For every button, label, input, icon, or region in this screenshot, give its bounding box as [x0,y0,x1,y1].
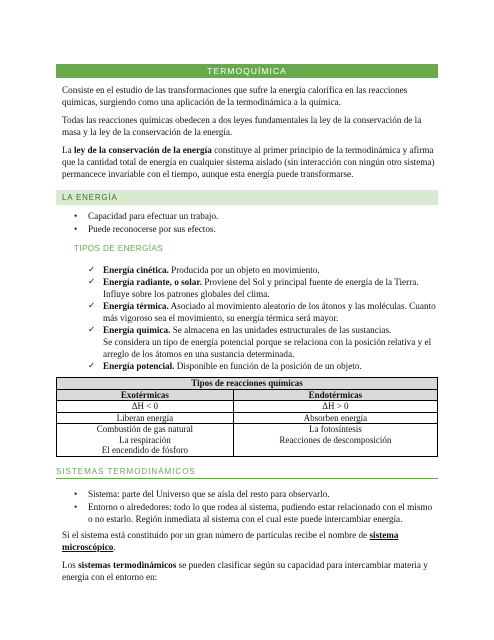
conservation-law-term: ley de la conservación de la energía [74,145,212,155]
column-header-endo: Endotérmicas [233,389,437,401]
sistemas-termodinamicos-term: sistemas termodinámicos [78,560,177,570]
energy-type-desc: Producida por un objeto en movimiento. [168,265,320,275]
energy-type-desc: Asociado al movimiento aleatorio de los átonos y las moléculas. Cuanto más vigoroso sea el movimiento, su energía térmica será mayor. [103,301,436,323]
sistemas-p2-rest: se pueden clasificar según su capacidad para intercambiar materia y energía con el entorno en: [62,560,428,582]
energy-type-name: Energía radiante, o solar. [103,277,202,287]
table-row [57,412,438,424]
energy-type-desc: Disponible en función de la posición de un objeto. [174,361,362,371]
page-title: TERMOQUÍMICA [56,64,438,78]
energy-type-desc: Proviene del Sol y principal fuente de energía de la Tierra. Influye sobre los patrones globales del clima. [103,277,419,299]
list-item-text: Entorno o alrededores: todo lo que rodea al sistema, pudiendo estar relacionado con el mismo o no estarlo. Región inmediata al sistema con el cual este puede intercambiar energía. [88,502,433,524]
table-row [57,401,438,413]
intro-p3-rest: constituye al primer principio de la termodinámica y afirma que la cantidad total de energía en cualquier sistema aislado (sin interacción con ningún otro sistema) permancece invariable con el tiempo, aunque esta energía puede transformarse. [62,145,435,179]
sistemas-p1-end: . [113,542,116,552]
table-cell: Absorben energía [233,412,437,424]
table-cell-examples-exo [57,424,234,457]
check-icon: ✓ [88,361,96,371]
example-item: Combustión de gas natural [96,424,193,434]
intro-paragraph-3 [62,144,438,180]
example-item: El encendido de fósforo [101,445,188,455]
energy-type-name: Energía cinética. [103,265,169,275]
table-title: Tipos de reacciones químicas [57,378,438,390]
sistema-microscopico-term: sistema microscópico [62,530,399,552]
list-item-text: Sistema: parte del Universo que se aísla del resto para observarlo. [88,489,330,499]
check-icon: ✓ [88,277,96,287]
list-item-text: Capacidad para efectuar un trabajo. [88,211,219,221]
table-cell: ΔH < 0 [57,401,234,413]
check-icon: ✓ [88,301,96,311]
energy-type-name: Energía química. [103,325,171,335]
sistemas-p1-start: Si el sistema está constituido por un gran número de partículas recibe el nombre de [62,530,370,540]
table-cell: ΔH > 0 [233,401,437,413]
bullet-icon: • [74,502,78,512]
intro-p3-start: La [62,145,74,155]
reactions-table [56,377,438,457]
section-heading-energia: LA ENERGÍA [56,190,438,205]
example-item: Reacciones de descomposición [279,434,392,445]
example-item: La respiración [119,434,171,445]
sistemas-p2-start: Los [62,560,79,570]
table-cell: Liberan energía [57,412,234,424]
check-icon: ✓ [88,325,96,335]
energy-type-name: Energía térmica. [103,301,169,311]
energy-type-desc: Se almacena en las unidades estructurales de las sustancias. [170,325,392,335]
bullet-icon: • [74,489,78,499]
energy-type-name: Energía potencial. [103,361,175,371]
list-item-text: Puede reconocerse por sus efectos. [88,224,216,234]
table-row [57,424,438,457]
example-item: La fotosíntesis [309,424,362,434]
subheading-tipos: TIPOS DE ENERGÍAS [74,243,164,253]
check-icon: ✓ [88,265,96,275]
intro-paragraph-1: Consiste en el estudio de las transformaciones que sufre la energía calorífica en las reacciones químicas, surgiendo como una aplicación de la termodinámica a la química. [62,85,408,107]
table-cell-examples-endo [233,424,437,457]
sistemas-paragraph-1 [62,529,438,553]
sistemas-paragraph-2 [62,559,438,583]
column-header-exo: Exotérmicas [57,389,234,401]
bullet-icon: • [74,211,78,221]
bullet-icon: • [74,224,78,234]
energy-type-extra: Se considera un tipo de energía potencial porque se relaciona con la posición relativa y el arreglo de los átomos en una sustancia determinada. [103,337,432,359]
intro-paragraph-2: Todas las reacciones químicas obedecen a dos leyes fundamentales la ley de la conservación de la masa y la ley de la conservación de la energía. [62,115,422,137]
section-heading-sistemas: SISTEMAS TERMODINÁMICOS [56,466,438,479]
